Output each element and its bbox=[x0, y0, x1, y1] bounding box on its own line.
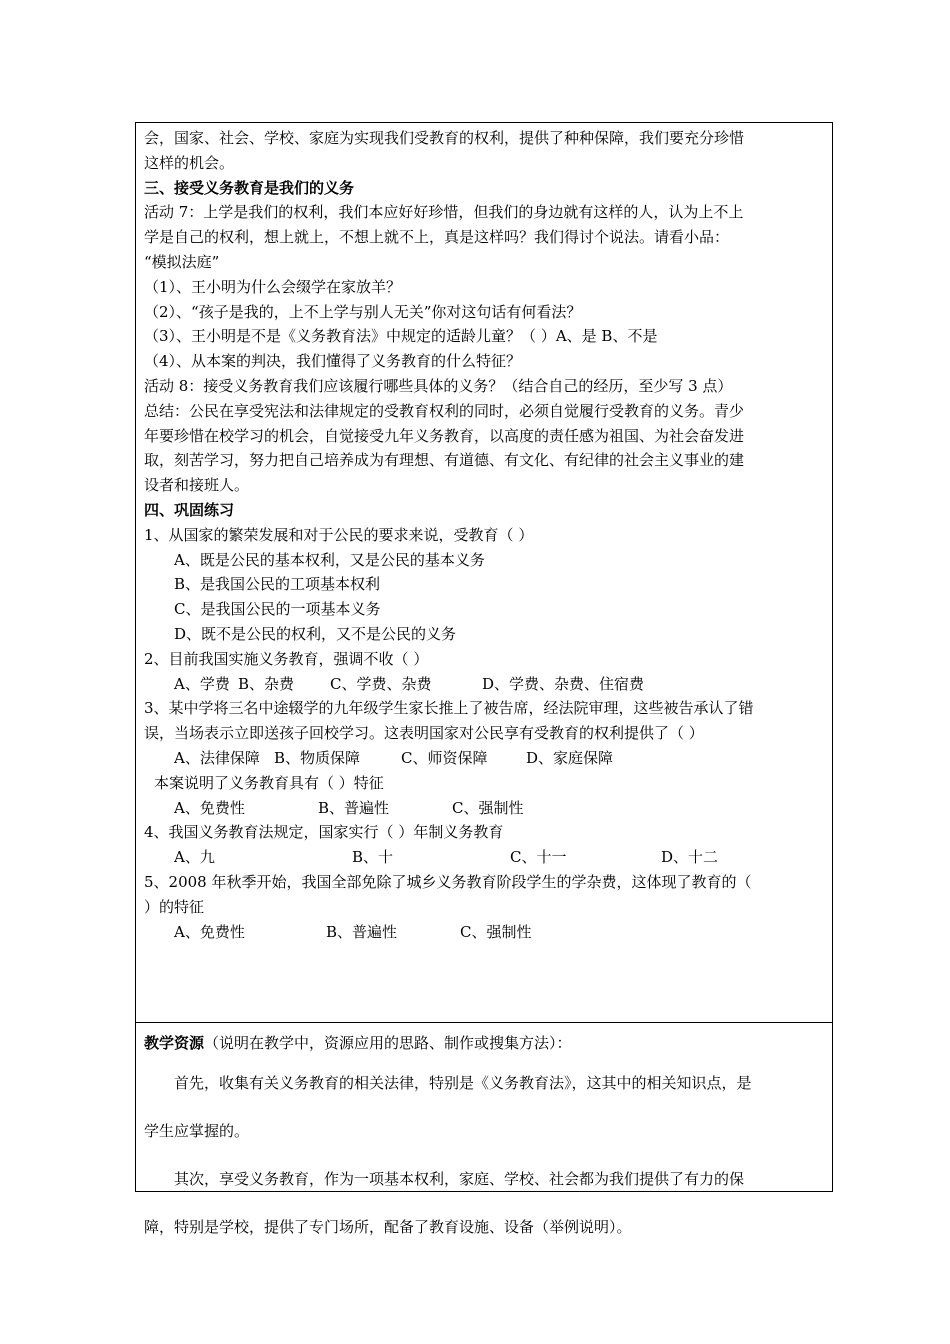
teaching-resources-cell bbox=[136, 1023, 832, 1236]
question-line: （4）、从本案的判决，我们懂得了义务教育的什么特征？ bbox=[144, 352, 522, 371]
question-line: （1）、王小明为什么会缀学在家放羊？ bbox=[144, 277, 402, 296]
intro-line: 会，国家、社会、学校、家庭为实现我们受教育的权利，提供了种种保障，我们要充分珍惜 bbox=[144, 129, 745, 147]
q2-option: B、杂费 bbox=[238, 674, 295, 693]
q2-option: D、学费、杂费、住宿费 bbox=[482, 674, 645, 693]
q4-option: C、十一 bbox=[510, 848, 567, 867]
q1-option: D、既不是公民的权利，又不是公民的义务 bbox=[174, 624, 457, 643]
q2-stem: 2、目前我国实施义务教育，强调不收（ ） bbox=[144, 649, 429, 668]
section4-heading: 四、巩固练习 bbox=[144, 500, 235, 519]
q3-sub-stem: 本案说明了义务教育具有（ ）特征 bbox=[154, 773, 384, 792]
q3-options bbox=[144, 746, 824, 771]
q5-option: A、免费性 bbox=[174, 922, 245, 941]
q3-option: D、家庭保障 bbox=[526, 748, 614, 767]
q5-option: C、强制性 bbox=[460, 922, 532, 941]
q2-option: A、学费 bbox=[174, 674, 230, 693]
q3-sub-option: C、强制性 bbox=[452, 798, 524, 817]
q5-stem: ）的特征 bbox=[144, 897, 205, 916]
summary-line: 设者和接班人。 bbox=[144, 476, 250, 495]
q5-options bbox=[144, 920, 824, 945]
summary-line: 年要珍惜在校学习的机会，自觉接受九年义务教育，以高度的责任感为祖国、为社会奋发进 bbox=[144, 426, 745, 445]
q3-sub-option: B、普遍性 bbox=[318, 798, 390, 817]
q4-option: D、十二 bbox=[661, 848, 719, 867]
lesson-plan-table bbox=[135, 122, 833, 1236]
section3-heading: 三、接受义务教育是我们的义务 bbox=[144, 178, 355, 197]
q3-stem: 3、某中学将三名中途辍学的九年级学生家长推上了被告席，经法院审理，这些被告承认了错 bbox=[144, 699, 754, 718]
resources-label-note: （说明在教学中，资源应用的思路、制作或搜集方法）： bbox=[204, 1034, 572, 1052]
q3-option: B、物质保障 bbox=[274, 748, 361, 767]
q3-sub-option: A、免费性 bbox=[174, 798, 245, 817]
q1-option: C、是我国公民的一项基本义务 bbox=[174, 600, 381, 619]
q3-option: C、师资保障 bbox=[401, 748, 488, 767]
q5-stem: 5、2008 年秋季开始，我国全部免除了城乡义务教育阶段学生的学杂费，这体现了教育的（ bbox=[144, 872, 752, 891]
q4-options bbox=[144, 845, 824, 870]
q5-option: B、普遍性 bbox=[326, 922, 398, 941]
question-line: （2）、“孩子是我的，上不上学与别人无关”你对这句话有何看法？ bbox=[144, 302, 582, 321]
activity7-line: 学是自己的权利，想上就上，不想上就不上，真是这样吗？我们得讨个说法。请看小品： bbox=[144, 228, 730, 247]
q3-stem: 误，当场表示立即送孩子回校学习。这表明国家对公民享有受教育的权利提供了（ ） bbox=[144, 724, 704, 743]
q2-options bbox=[144, 672, 824, 697]
resources-para1-line: 学生应掌握的。 bbox=[144, 1122, 250, 1140]
summary-line: 总结：公民在享受宪法和法律规定的受教育权利的同时，必须自觉履行受教育的义务。青少 bbox=[144, 401, 745, 420]
q1-stem: 1、从国家的繁荣发展和对于公民的要求来说，受教育（ ） bbox=[144, 525, 534, 544]
q4-option: B、十 bbox=[352, 848, 394, 867]
q3-option: A、法律保障 bbox=[174, 748, 260, 767]
resources-para2-line: 其次，享受义务教育，作为一项基本权利，家庭、学校、社会都为我们提供了有力的保 bbox=[174, 1170, 745, 1188]
intro-line: 这样的机会。 bbox=[144, 153, 235, 172]
main-content-cell bbox=[136, 123, 832, 1023]
question-line: （3）、王小明是不是《义务教育法》中规定的适龄儿童？（ ）A、是 B、不是 bbox=[144, 327, 658, 346]
activity7-line: 活动 7：上学是我们的权利，我们本应好好珍惜，但我们的身边就有这样的人，认为上不上 bbox=[144, 203, 744, 222]
q4-option: A、九 bbox=[174, 848, 215, 867]
summary-line: 取，刻苦学习，努力把自己培养成为有理想、有道德、有文化、有纪律的社会主义事业的建 bbox=[144, 451, 745, 470]
resources-para1-line: 首先，收集有关义务教育的相关法律，特别是《义务教育法》，这其中的相关知识点，是 bbox=[174, 1074, 752, 1092]
resources-para2-line: 障，特别是学校，提供了专门场所，配备了教育设施、设备（举例说明）。 bbox=[144, 1218, 632, 1236]
activity8-line: 活动 8：接受义务教育我们应该履行哪些具体的义务？（结合自己的经历，至少写 3 点） bbox=[144, 376, 733, 395]
activity7-line: “模拟法庭” bbox=[144, 252, 220, 271]
resources-label: 教学资源 bbox=[144, 1034, 205, 1052]
q2-option: C、学费、杂费 bbox=[330, 674, 432, 693]
resources-label-line bbox=[144, 1027, 824, 1059]
q1-option: A、既是公民的基本权利，又是公民的基本义务 bbox=[174, 550, 485, 569]
q4-stem: 4、我国义务教育法规定，国家实行（ ）年制义务教育 bbox=[144, 823, 504, 842]
q1-option: B、是我国公民的工项基本权利 bbox=[174, 575, 381, 594]
q3-sub-options bbox=[144, 796, 824, 821]
